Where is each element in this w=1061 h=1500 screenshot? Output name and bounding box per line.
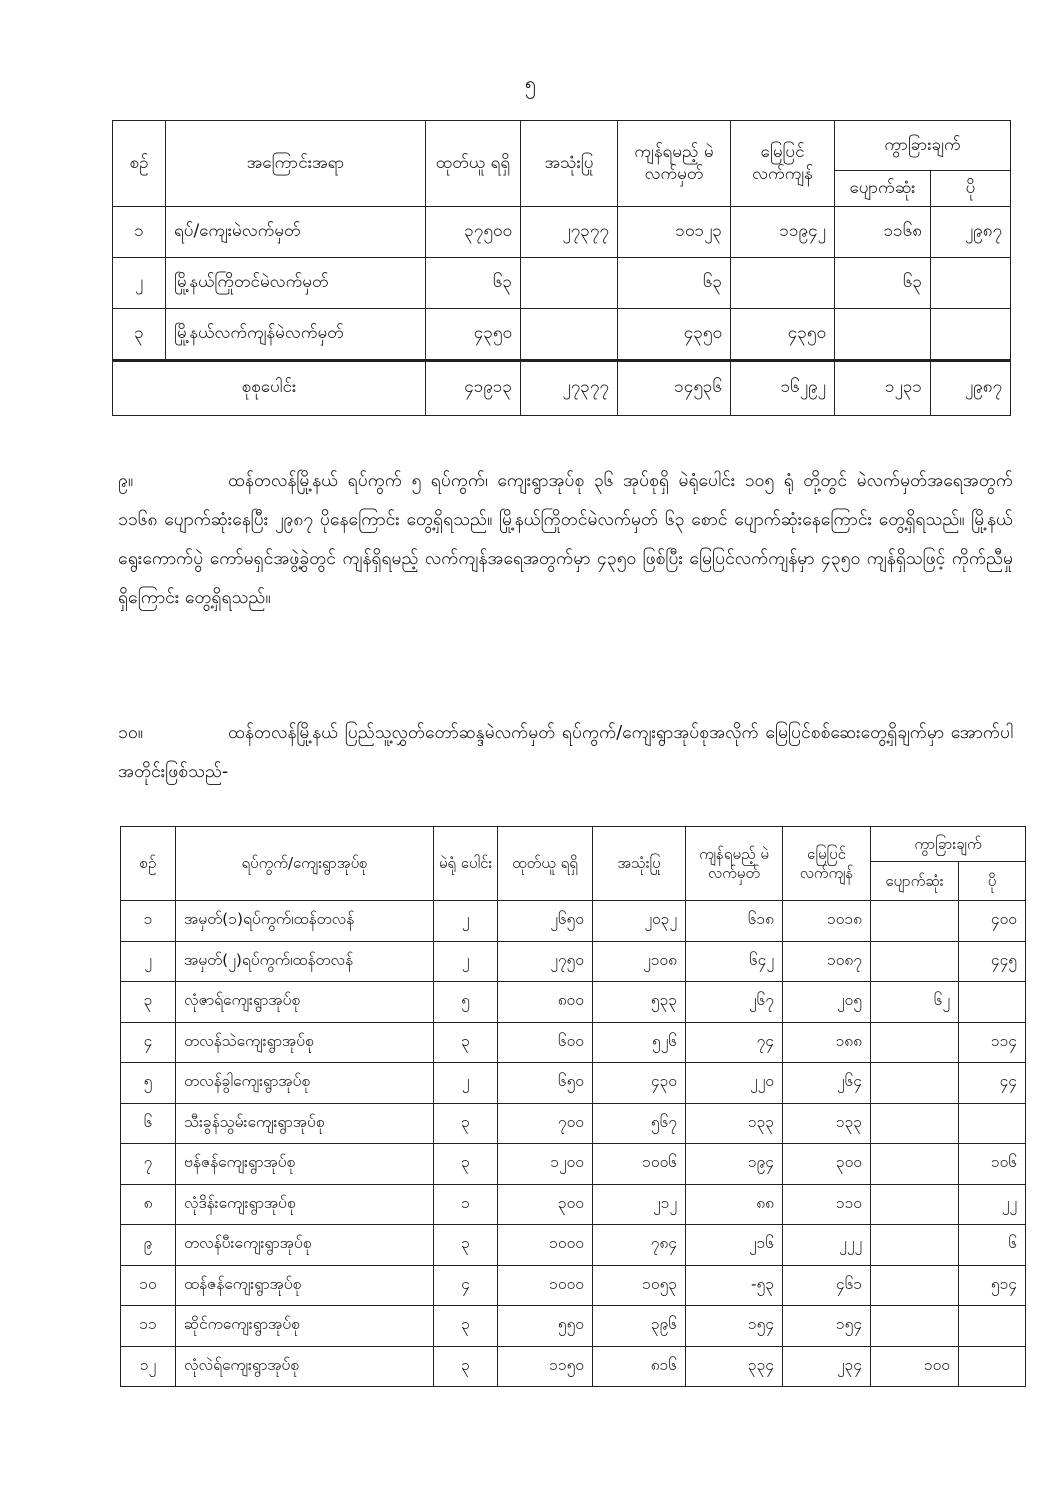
cell-issued: ၃၀၀ [498, 1184, 593, 1225]
cell-stations: ၂ [434, 941, 498, 982]
cell-actual-remain: ၁၀၁၈ [783, 901, 871, 942]
cell-no: ၁၁ [121, 1306, 176, 1347]
total-shortage: ၁၂၃၁ [835, 361, 931, 416]
cell-issued: ၁၀၀၀ [498, 1225, 593, 1266]
header-no: စဉ် [113, 121, 166, 207]
cell-should-remain: -၅၃ [686, 1265, 783, 1306]
cell-used: ၇၈၄ [593, 1225, 686, 1266]
cell-used: ၃၉၆ [593, 1306, 686, 1347]
cell-issued: ၁၁၅၀ [498, 1346, 593, 1387]
paragraph-text: ထန်တလန်မြို့နယ် ရပ်ကွက် ၅ ရပ်ကွက်၊ ကျေးရွာအုပ်စု ၃၆ အုပ်စုရှိ မဲရုံပေါင်း ၁၀၅ ရုံ တို့တွင် မဲလက်မှတ်အရေအတွက် ၁၁၆၈ ပျောက်ဆုံးနေပြီး ၂၉၈၇ ပိုနေကြောင်း တွေ့ရှိရသည်။ မြို့နယ်ကြိုတင်မဲလက်မှတ် ၆၃ စောင် ပျောက်ဆုံးနေကြောင်း တွေ့ရှိရသည်။ မြို့နယ်ရွေးကောက်ပွဲ ကော်မရှင်အဖွဲ့ခွဲတွင် ကျန်ရှိရမည့် လက်ကျန်အရေအတွက်မှာ ၄၃၅၀ ဖြစ်ပြီး မြေပြင်လက်ကျန်မှာ ၄၃၅၀ ကျန်ရှိသဖြင့် ကိုက်ညီမှုရှိကြောင်း တွေ့ရှိရသည်။ [118, 471, 1013, 608]
table-row [113, 258, 1011, 309]
cell-shortage: ၁၀၀ [871, 1346, 959, 1387]
cell-excess: ၄၀၀ [959, 901, 1026, 942]
cell-stations: ၂ [434, 1063, 498, 1104]
total-actual-remain: ၁၆၂၉၂ [731, 361, 835, 416]
cell-stations: ၄ [434, 1265, 498, 1306]
cell-excess: ၄၄၅ [959, 941, 1026, 982]
cell-should-remain: ၇၄ [686, 1022, 783, 1063]
cell-ward: တလန်ခွါကျေးရွာအုပ်စု [176, 1063, 434, 1104]
cell-no: ၁၂ [121, 1346, 176, 1387]
cell-actual-remain: ၄၆၁ [783, 1265, 871, 1306]
ward-ballot-table [120, 826, 1026, 1387]
cell-used: ၄၃၀ [593, 1063, 686, 1104]
cell-ward: သီးခွန်သွမ်းကျေးရွာအုပ်စု [176, 1103, 434, 1144]
header-difference: ကွာခြားချက် [835, 121, 1011, 171]
cell-issued: ၂၆၅၀ [498, 901, 593, 942]
cell-issued: ၅၅၀ [498, 1306, 593, 1347]
cell-no: ၃ [121, 982, 176, 1023]
table-row [121, 941, 1026, 982]
cell-shortage: ၆၂ [871, 982, 959, 1023]
cell-no: ၂ [121, 941, 176, 982]
header-should-remain: ကျန်ရမည့် မဲလက်မှတ် [618, 121, 731, 207]
cell-actual-remain: ၃၀၀ [783, 1144, 871, 1185]
cell-no: ၅ [121, 1063, 176, 1104]
cell-actual-remain: ၂၂၂ [783, 1225, 871, 1266]
cell-excess: ၆ [959, 1225, 1026, 1266]
cell-ward: ထန်ဇန်ကျေးရွာအုပ်စု [176, 1265, 434, 1306]
cell-description: မြို့နယ်လက်ကျန်မဲလက်မှတ် [166, 309, 426, 361]
cell-stations: ၅ [434, 982, 498, 1023]
cell-ward: လုံဒိန်းကျေးရွာအုပ်စု [176, 1184, 434, 1225]
cell-should-remain: ၈၈ [686, 1184, 783, 1225]
cell-used: ၅၆၇ [593, 1103, 686, 1144]
table-row [121, 1306, 1026, 1347]
header-ward: ရပ်ကွက်/ကျေးရွာအုပ်စု [176, 827, 434, 901]
cell-used: ၂၁၀၈ [593, 941, 686, 982]
cell-ward: ဆိုင်ကကျေးရွာအုပ်စု [176, 1306, 434, 1347]
cell-should-remain: ၆၄၂ [686, 941, 783, 982]
cell-excess: ၄၄ [959, 1063, 1026, 1104]
header-shortage: ပျောက်ဆုံး [871, 862, 959, 901]
total-used: ၂၇၃၇၇ [521, 361, 618, 416]
total-should-remain: ၁၄၅၃၆ [618, 361, 731, 416]
cell-stations: ၂ [434, 901, 498, 942]
ballot-summary-table [112, 120, 1011, 416]
cell-should-remain: ၁၉၄ [686, 1144, 783, 1185]
cell-no: ၇ [121, 1144, 176, 1185]
table-row [121, 1184, 1026, 1225]
cell-stations: ၁ [434, 1184, 498, 1225]
cell-excess [931, 309, 1011, 361]
cell-actual-remain: ၂၀၅ [783, 982, 871, 1023]
cell-ward: ဗန်ဇန်ကျေးရွာအုပ်စု [176, 1144, 434, 1185]
cell-actual-remain: ၂၆၄ [783, 1063, 871, 1104]
header-actual-remain: မြေပြင် လက်ကျန် [731, 121, 835, 207]
cell-shortage [871, 1103, 959, 1144]
cell-excess: ၁၁၄ [959, 1022, 1026, 1063]
cell-no: ၁ [113, 207, 166, 258]
cell-excess: ၂၉၈၇ [931, 207, 1011, 258]
header-issued: ထုတ်ယူ ရရှိ [426, 121, 521, 207]
cell-issued: ၂၇၅၀ [498, 941, 593, 982]
cell-actual-remain: ၁၈၈ [783, 1022, 871, 1063]
cell-shortage: ၆၃ [835, 258, 931, 309]
cell-description: ရပ်/ကျေးမဲလက်မှတ် [166, 207, 426, 258]
table-row [113, 207, 1011, 258]
cell-should-remain: ၂၆၇ [686, 982, 783, 1023]
cell-used: ၂၀၃၂ [593, 901, 686, 942]
cell-actual-remain: ၁၃၃ [783, 1103, 871, 1144]
cell-excess: ၂၂ [959, 1184, 1026, 1225]
cell-no: ၁၀ [121, 1265, 176, 1306]
cell-shortage [871, 1184, 959, 1225]
header-used: အသုံးပြု [521, 121, 618, 207]
cell-description: မြို့နယ်ကြိုတင်မဲလက်မှတ် [166, 258, 426, 309]
cell-issued: ၄၃၅၀ [426, 309, 521, 361]
cell-excess [959, 1306, 1026, 1347]
paragraph-number: ၉။ [118, 471, 134, 491]
cell-excess [959, 982, 1026, 1023]
cell-no: ၄ [121, 1022, 176, 1063]
cell-issued: ၆၃ [426, 258, 521, 309]
cell-used [521, 258, 618, 309]
table-row [121, 1144, 1026, 1185]
cell-stations: ၃ [434, 1103, 498, 1144]
cell-excess: ၁၀၆ [959, 1144, 1026, 1185]
table-row [121, 1022, 1026, 1063]
table-row [121, 1063, 1026, 1104]
cell-no: ၉ [121, 1225, 176, 1266]
cell-stations: ၃ [434, 1306, 498, 1347]
paragraph-number: ၁၀။ [118, 723, 143, 743]
cell-actual-remain: ၁၅၄ [783, 1306, 871, 1347]
cell-excess [959, 1346, 1026, 1387]
table-row [121, 1103, 1026, 1144]
paragraph-10 [118, 714, 1013, 792]
cell-actual-remain: ၁၀၈၇ [783, 941, 871, 982]
cell-issued: ၁၂၀၀ [498, 1144, 593, 1185]
cell-should-remain: ၆၃ [618, 258, 731, 309]
header-difference: ကွာခြားချက် [871, 827, 1026, 862]
cell-used: ၁၀၅၃ [593, 1265, 686, 1306]
cell-should-remain: ၃၃၄ [686, 1346, 783, 1387]
header-used: အသုံးပြု [593, 827, 686, 901]
cell-shortage [871, 901, 959, 942]
header-issued: ထုတ်ယူ ရရှိ [498, 827, 593, 901]
header-stations: မဲရုံ ပေါင်း [434, 827, 498, 901]
cell-stations: ၃ [434, 1022, 498, 1063]
header-excess: ပို [931, 171, 1011, 207]
cell-no: ၂ [113, 258, 166, 309]
cell-excess [931, 258, 1011, 309]
cell-shortage [871, 1225, 959, 1266]
cell-issued: ၈၀၀ [498, 982, 593, 1023]
table-row [121, 1265, 1026, 1306]
cell-shortage [871, 1022, 959, 1063]
cell-issued: ၆၅၀ [498, 1063, 593, 1104]
cell-used [521, 309, 618, 361]
cell-issued: ၁၀၀၀ [498, 1265, 593, 1306]
cell-used: ၂၁၂ [593, 1184, 686, 1225]
table-row [121, 1225, 1026, 1266]
cell-ward: တလန်သဲကျေးရွာအုပ်စု [176, 1022, 434, 1063]
total-excess: ၂၉၈၇ [931, 361, 1011, 416]
header-shortage: ပျောက်ဆုံး [835, 171, 931, 207]
table-row [121, 1346, 1026, 1387]
cell-should-remain: ၄၃၅၀ [618, 309, 731, 361]
cell-used: ၅၃၃ [593, 982, 686, 1023]
cell-excess: ၅၁၄ [959, 1265, 1026, 1306]
cell-stations: ၃ [434, 1346, 498, 1387]
cell-used: ၂၇၃၇၇ [521, 207, 618, 258]
cell-no: ၆ [121, 1103, 176, 1144]
cell-should-remain: ၁၃၃ [686, 1103, 783, 1144]
cell-shortage [871, 1063, 959, 1104]
cell-shortage [871, 1265, 959, 1306]
table-row [121, 901, 1026, 942]
page-number: ၅ [524, 71, 537, 95]
cell-should-remain: ၆၁၈ [686, 901, 783, 942]
cell-issued: ၆၀၀ [498, 1022, 593, 1063]
header-description: အကြောင်းအရာ [166, 121, 426, 207]
cell-no: ၁ [121, 901, 176, 942]
header-excess: ပို [959, 862, 1026, 901]
cell-should-remain: ၁၀၁၂၃ [618, 207, 731, 258]
header-actual-remain: မြေပြင် လက်ကျန် [783, 827, 871, 901]
cell-shortage: ၁၁၆၈ [835, 207, 931, 258]
cell-stations: ၃ [434, 1225, 498, 1266]
cell-ward: တလန်ပီးကျေးရွာအုပ်စု [176, 1225, 434, 1266]
cell-actual-remain [731, 258, 835, 309]
cell-ward: လုံလဲရ်ကျေးရွာအုပ်စု [176, 1346, 434, 1387]
cell-stations: ၃ [434, 1144, 498, 1185]
cell-issued: ၃၇၅၀၀ [426, 207, 521, 258]
total-row [113, 361, 1011, 416]
cell-should-remain: ၂၂၀ [686, 1063, 783, 1104]
table-row [113, 309, 1011, 361]
cell-ward: လုံဇာရ်ကျေးရွာအုပ်စု [176, 982, 434, 1023]
cell-should-remain: ၂၁၆ [686, 1225, 783, 1266]
cell-ward: အမှတ်(၂)ရပ်ကွက်၊ထန်တလန် [176, 941, 434, 982]
cell-issued: ၇၀၀ [498, 1103, 593, 1144]
cell-shortage [871, 941, 959, 982]
cell-excess [959, 1103, 1026, 1144]
cell-ward: အမှတ်(၁)ရပ်ကွက်၊ထန်တလန် [176, 901, 434, 942]
cell-used: ၁၀၀၆ [593, 1144, 686, 1185]
cell-no: ၃ [113, 309, 166, 361]
cell-used: ၈၁၆ [593, 1346, 686, 1387]
paragraph-9 [118, 462, 1013, 618]
cell-shortage [835, 309, 931, 361]
total-issued: ၄၁၉၁၃ [426, 361, 521, 416]
cell-no: ၈ [121, 1184, 176, 1225]
cell-actual-remain: ၄၃၅၀ [731, 309, 835, 361]
cell-actual-remain: ၁၁၀ [783, 1184, 871, 1225]
cell-shortage [871, 1306, 959, 1347]
header-should-remain: ကျန်ရမည့် မဲလက်မှတ် [686, 827, 783, 901]
cell-shortage [871, 1144, 959, 1185]
header-no: စဉ် [121, 827, 176, 901]
cell-actual-remain: ၁၁၉၄၂ [731, 207, 835, 258]
table-row [121, 982, 1026, 1023]
cell-actual-remain: ၂၃၄ [783, 1346, 871, 1387]
total-label: စုစုပေါင်း [113, 361, 426, 416]
paragraph-text: ထန်တလန်မြို့နယ် ပြည်သူ့လွှတ်တော်ဆန္ဒမဲလက်မှတ် ရပ်ကွက်/ကျေးရွာအုပ်စုအလိုက် မြေပြင်စစ်ဆေးတွေ့ရှိချက်မှာ အောက်ပါအတိုင်းဖြစ်သည်- [118, 723, 1013, 782]
cell-should-remain: ၁၅၄ [686, 1306, 783, 1347]
cell-used: ၅၂၆ [593, 1022, 686, 1063]
